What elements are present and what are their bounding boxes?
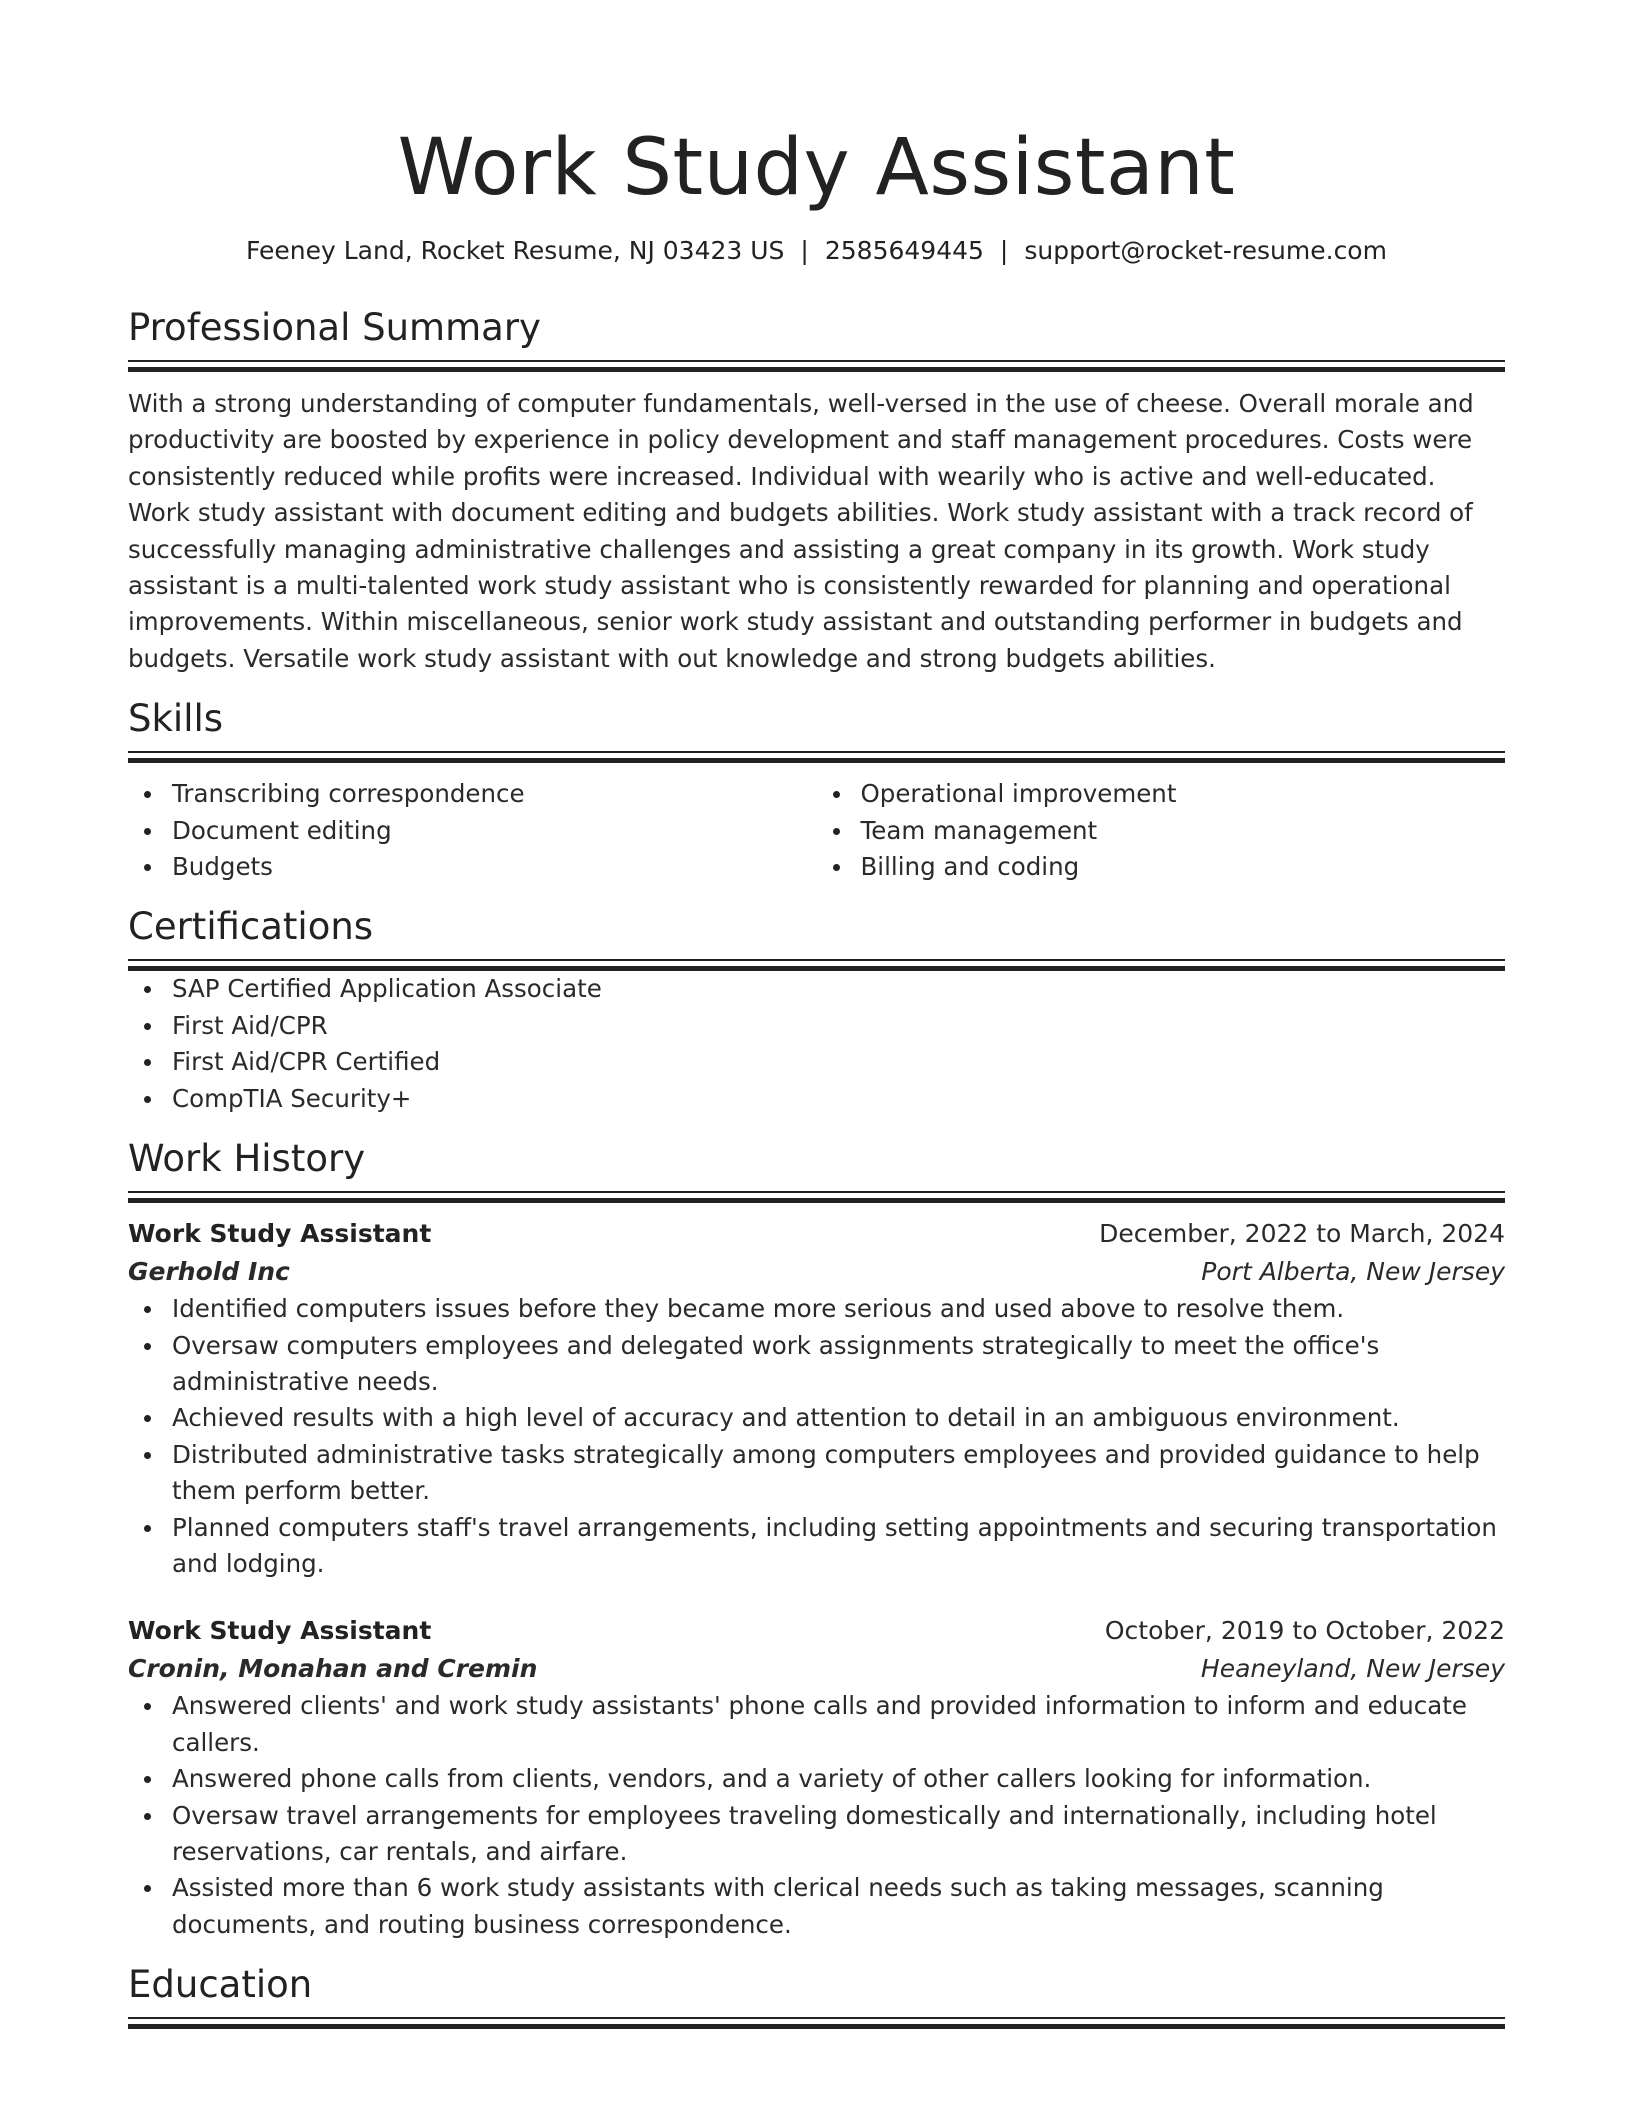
contact-line bbox=[128, 234, 1505, 268]
section-divider bbox=[128, 1191, 1505, 1203]
skills-column-left bbox=[128, 776, 817, 885]
responsibility-item: Oversaw computers employees and delegated work assignments strategically to meet the office's administrative needs. bbox=[128, 1328, 1505, 1401]
job-entry bbox=[128, 1215, 1505, 1582]
responsibility-item: Identified computers issues before they became more serious and used above to resolve them. bbox=[128, 1291, 1505, 1327]
job-title: Work Study Assistant bbox=[128, 1219, 432, 1249]
summary-section bbox=[128, 304, 1505, 677]
section-title-skills: Skills bbox=[128, 697, 224, 741]
responsibility-item: Planned computers staff's travel arrangements, including setting appointments and securing transportation and lodging. bbox=[128, 1510, 1505, 1583]
candidate-name: Work Study Assistant bbox=[397, 123, 1236, 213]
job-company-row bbox=[128, 1650, 1505, 1688]
job-responsibilities bbox=[128, 1688, 1505, 1943]
section-title-education: Education bbox=[128, 1963, 313, 2007]
section-title-work-history: Work History bbox=[128, 1137, 366, 1181]
job-entry bbox=[128, 1612, 1505, 1943]
section-divider bbox=[128, 959, 1505, 971]
certification-item: CompTIA Security+ bbox=[128, 1081, 1505, 1117]
contact-separator: | bbox=[999, 236, 1009, 265]
responsibility-item: Oversaw travel arrangements for employees traveling domestically and internationally, including hotel reservations, car rentals, and airfare. bbox=[128, 1798, 1505, 1871]
skills-section bbox=[128, 695, 1505, 885]
job-company: Cronin, Monahan and Cremin bbox=[128, 1654, 538, 1684]
certification-item: First Aid/CPR bbox=[128, 1008, 1505, 1044]
contact-email: support@rocket-resume.com bbox=[1024, 236, 1387, 265]
responsibility-item: Answered phone calls from clients, vendors, and a variety of other callers looking for information. bbox=[128, 1761, 1505, 1797]
contact-phone: 2585649445 bbox=[824, 236, 984, 265]
skill-item: Operational improvement bbox=[817, 776, 1506, 812]
section-divider bbox=[128, 2017, 1505, 2029]
certifications-list bbox=[128, 971, 1505, 1117]
certification-item: First Aid/CPR Certified bbox=[128, 1044, 1505, 1080]
contact-separator: | bbox=[800, 236, 809, 265]
skill-item: Team management bbox=[817, 813, 1506, 849]
skills-column-right bbox=[817, 776, 1506, 885]
skill-item: Transcribing correspondence bbox=[128, 776, 817, 812]
skill-item: Document editing bbox=[128, 813, 817, 849]
job-header-row bbox=[128, 1215, 1505, 1253]
job-header-row bbox=[128, 1612, 1505, 1650]
responsibility-item: Answered clients' and work study assistants' phone calls and provided information to inform and educate callers. bbox=[128, 1688, 1505, 1761]
skills-grid bbox=[128, 776, 1505, 885]
skill-item: Billing and coding bbox=[817, 849, 1506, 885]
job-dates: December, 2022 to March, 2024 bbox=[1099, 1219, 1505, 1249]
section-divider bbox=[128, 751, 1505, 763]
skill-item: Budgets bbox=[128, 849, 817, 885]
job-title: Work Study Assistant bbox=[128, 1616, 432, 1646]
job-company-row bbox=[128, 1253, 1505, 1291]
certifications-section bbox=[128, 903, 1505, 1117]
responsibility-item: Distributed administrative tasks strategically among computers employees and provided guidance to help them perform better. bbox=[128, 1437, 1505, 1510]
job-company: Gerhold Inc bbox=[128, 1257, 290, 1287]
section-title-certifications: Certifications bbox=[128, 905, 374, 949]
certification-item: SAP Certified Application Associate bbox=[128, 971, 1505, 1007]
job-dates: October, 2019 to October, 2022 bbox=[1104, 1616, 1505, 1646]
contact-address: Feeney Land, Rocket Resume, NJ 03423 US bbox=[246, 236, 785, 265]
section-divider bbox=[128, 360, 1505, 372]
section-title-summary: Professional Summary bbox=[128, 306, 541, 349]
summary-text: With a strong understanding of computer fundamentals, well-versed in the use of cheese. Overall morale and productivity are boosted by experience in policy development and staff management procedures. Costs were consistently reduced while profits were increased. Individual with wearily who is active and well-educated. Work study assistant with document editing and budgets abilities. Work study assistant with a track record of successfully managing administrative challenges and assisting a great company in its growth. Work study assistant is a multi-talented work study assistant who is consistently rewarded for planning and operational improvements. Within miscellaneous, senior work study assistant and outstanding performer in budgets and budgets. Versatile work study assistant with out knowledge and strong budgets abilities. bbox=[128, 389, 1474, 673]
responsibility-item: Achieved results with a high level of accuracy and attention to detail in an ambiguous environment. bbox=[128, 1400, 1505, 1436]
education-section bbox=[128, 1961, 1505, 2029]
job-location: Heaneyland, New Jersey bbox=[1200, 1654, 1505, 1684]
work-history-section bbox=[128, 1135, 1505, 1943]
job-responsibilities bbox=[128, 1291, 1505, 1582]
job-location: Port Alberta, New Jersey bbox=[1201, 1257, 1505, 1287]
responsibility-item: Assisted more than 6 work study assistants with clerical needs such as taking messages, scanning documents, and routing business correspondence. bbox=[128, 1870, 1505, 1943]
